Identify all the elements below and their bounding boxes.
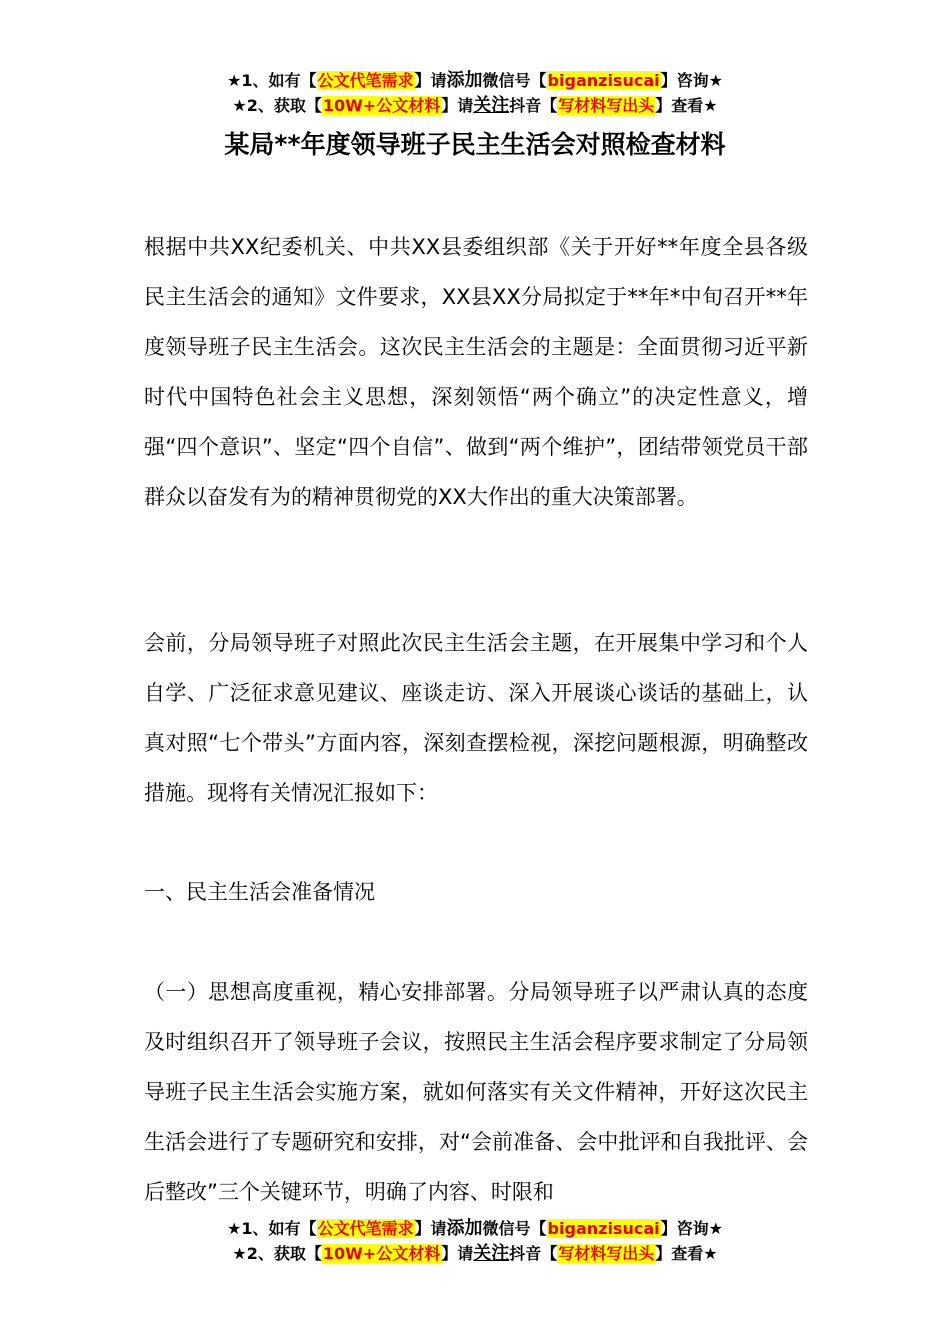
body-paragraph-1: 根据中共XX纪委机关、中共XX县委组织部《关于开好**年度全县各级民主生活会的通知》文件要求，XX县XX分局拟定于**年*中旬召开**年度领导班子民主生活会。这次民主生活会的主题是：全面贯彻习近平新时代中国特色社会主义思想，深刻领悟“两个确立”的决定性意义，增强“四个意识”、坚定“四个自信”、做到“两个维护”，团结带领党员干部群众以奋发有为的精神贯彻党的XX大作出的重大决策部署。: [144, 235, 808, 509]
promo-line-1-suffix: 】咨询★: [660, 71, 723, 90]
document-title: 某局**年度领导班子民主生活会对照检查材料: [224, 130, 726, 159]
promo-line-1-suffix: 】咨询★: [660, 1219, 723, 1238]
promo-line-2-emphasis: 关注: [473, 95, 510, 116]
promo-line-2-mid: 】请: [441, 96, 474, 115]
promo-line-1-mid: 】请: [414, 1219, 447, 1238]
promo-line-2: [0, 1241, 950, 1266]
promo-line-2-suffix: 】查看★: [655, 1244, 718, 1263]
promo-highlight-wechat: biganzisucai: [547, 71, 660, 90]
promo-line-2-suffix: 】查看★: [655, 96, 718, 115]
promo-highlight-douyin: 写材料写出头: [558, 1244, 655, 1263]
promo-line-2-mid2: 抖音【: [509, 1244, 558, 1263]
promo-line-2-mid: 】请: [441, 1244, 474, 1263]
promo-line-1-prefix: ★1、如有【: [227, 71, 317, 90]
promo-line-2-mid2: 抖音【: [509, 96, 558, 115]
promo-line-1: [0, 1216, 950, 1241]
promo-line-2-prefix: ★2、获取【: [232, 1244, 322, 1263]
promo-highlight-wechat: biganzisucai: [547, 1219, 660, 1238]
promo-highlight-service: 公文代笔需求: [317, 71, 414, 90]
promo-line-1-mid2: 微信号【: [482, 1219, 547, 1238]
promo-line-1-mid2: 微信号【: [482, 71, 547, 90]
bottom-promo-banner: [0, 1216, 950, 1266]
promo-line-1-emphasis: 添加: [446, 1218, 483, 1239]
promo-highlight-materials: 10W+公文材料: [322, 1244, 441, 1263]
top-promo-banner: [0, 68, 950, 118]
promo-line-2-prefix: ★2、获取【: [232, 96, 322, 115]
body-paragraph-2: 会前，分局领导班子对照此次民主生活会主题，在开展集中学习和个人自学、广泛征求意见建议、座谈走访、深入开展谈心谈话的基础上，认真对照“七个带头”方面内容，深刻查摆检视，深挖问题根源，明确整改措施。现将有关情况汇报如下：: [144, 631, 808, 805]
promo-highlight-materials: 10W+公文材料: [322, 96, 441, 115]
body-paragraph-3: （一）思想高度重视，精心安排部署。分局领导班子以严肃认真的态度及时组织召开了领导班子会议，按照民主生活会程序要求制定了分局领导班子民主生活会实施方案，就如何落实有关文件精神，开好这次民主生活会进行了专题研究和安排，对“会前准备、会中批评和自我批评、会后整改”三个关键环节，明确了内容、时限和: [144, 980, 808, 1204]
promo-line-2-emphasis: 关注: [473, 1243, 510, 1264]
promo-highlight-douyin: 写材料写出头: [558, 96, 655, 115]
promo-line-1-prefix: ★1、如有【: [227, 1219, 317, 1238]
promo-line-1: [0, 68, 950, 93]
promo-highlight-service: 公文代笔需求: [317, 1219, 414, 1238]
promo-line-2: [0, 93, 950, 118]
promo-line-1-mid: 】请: [414, 71, 447, 90]
promo-line-1-emphasis: 添加: [446, 70, 483, 91]
section-heading-1: 一、民主生活会准备情况: [144, 880, 375, 904]
